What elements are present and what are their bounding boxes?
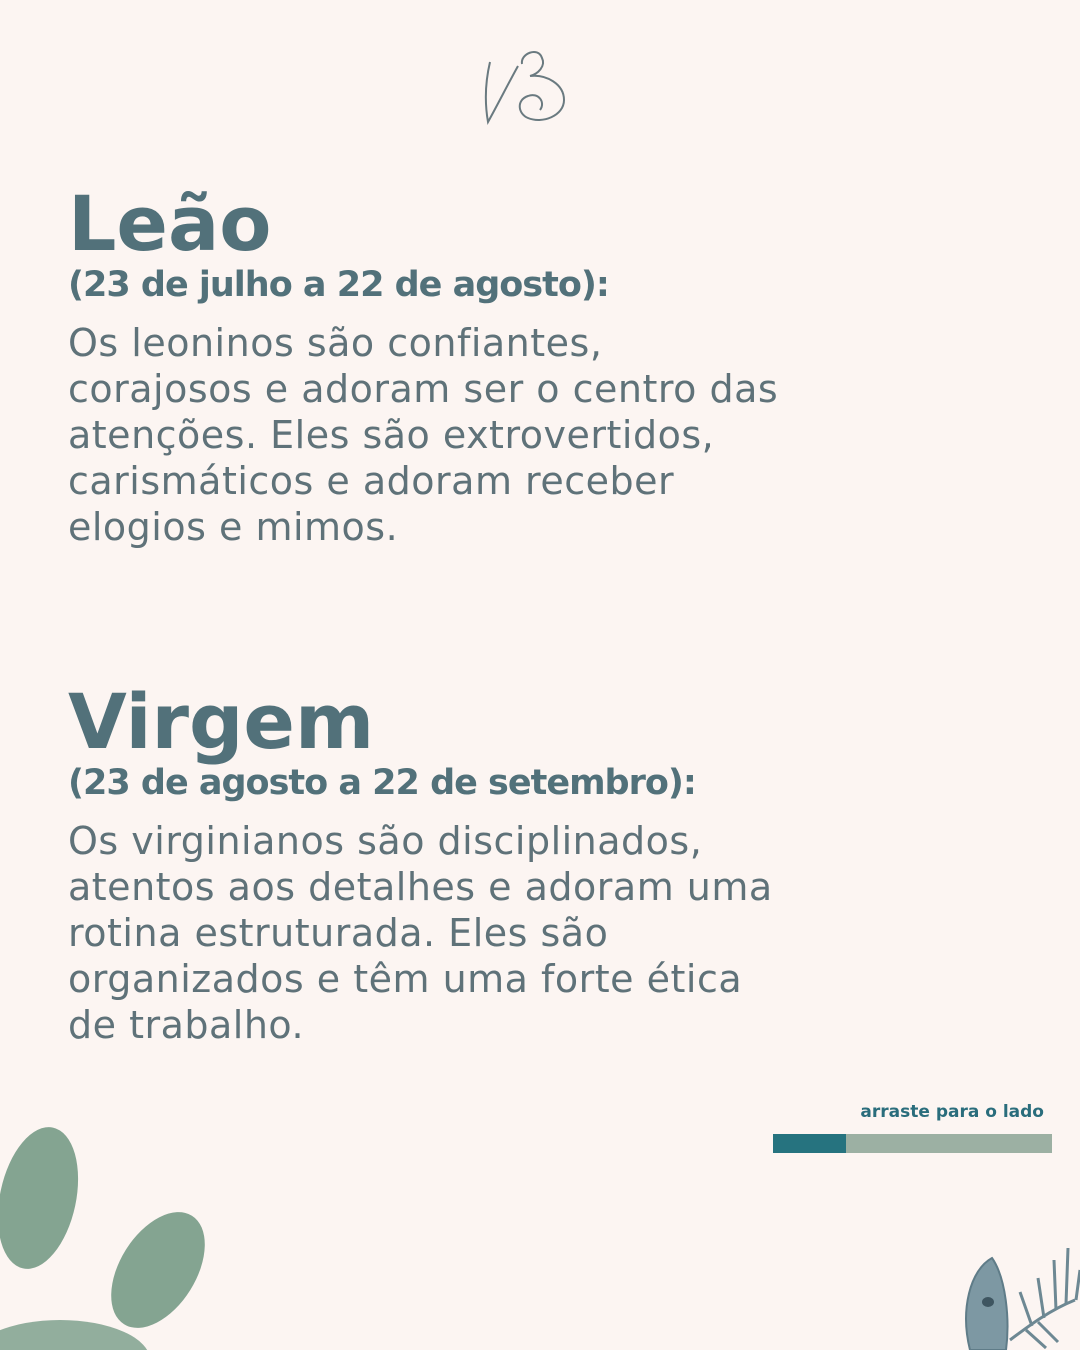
sign-leo bbox=[68, 179, 858, 550]
sign-description bbox=[68, 818, 858, 1048]
vb-monogram-icon bbox=[480, 44, 576, 130]
description-line: Os leoninos são confiantes, bbox=[68, 321, 603, 365]
description-line: rotina estruturada. Eles são bbox=[68, 911, 609, 955]
sign-dates: (23 de julho a 22 de agosto): bbox=[68, 265, 609, 305]
sign-description bbox=[68, 320, 858, 550]
sign-title: Leão bbox=[68, 179, 272, 268]
description-line: elogios e mimos. bbox=[68, 505, 399, 549]
description-line: carismáticos e adoram receber bbox=[68, 459, 675, 503]
description-line: de trabalho. bbox=[68, 1003, 305, 1047]
description-line: Os virginianos são disciplinados, bbox=[68, 819, 703, 863]
fish-bone-icon bbox=[950, 1230, 1080, 1350]
sign-dates: (23 de agosto a 22 de setembro): bbox=[68, 763, 696, 803]
swipe-hint: arraste para o lado bbox=[860, 1102, 1044, 1122]
description-line: corajosos e adoram ser o centro das bbox=[68, 367, 779, 411]
description-line: atentos aos detalhes e adoram uma bbox=[68, 865, 773, 909]
description-line: atenções. Eles são extrovertidos, bbox=[68, 413, 715, 457]
sign-virgo bbox=[68, 677, 858, 1048]
carousel-progress-bar bbox=[773, 1134, 1052, 1153]
description-line: organizados e têm uma forte ética bbox=[68, 957, 743, 1001]
sign-title: Virgem bbox=[68, 677, 375, 766]
progress-fill bbox=[773, 1134, 846, 1153]
paw-print-icon bbox=[0, 1110, 230, 1350]
